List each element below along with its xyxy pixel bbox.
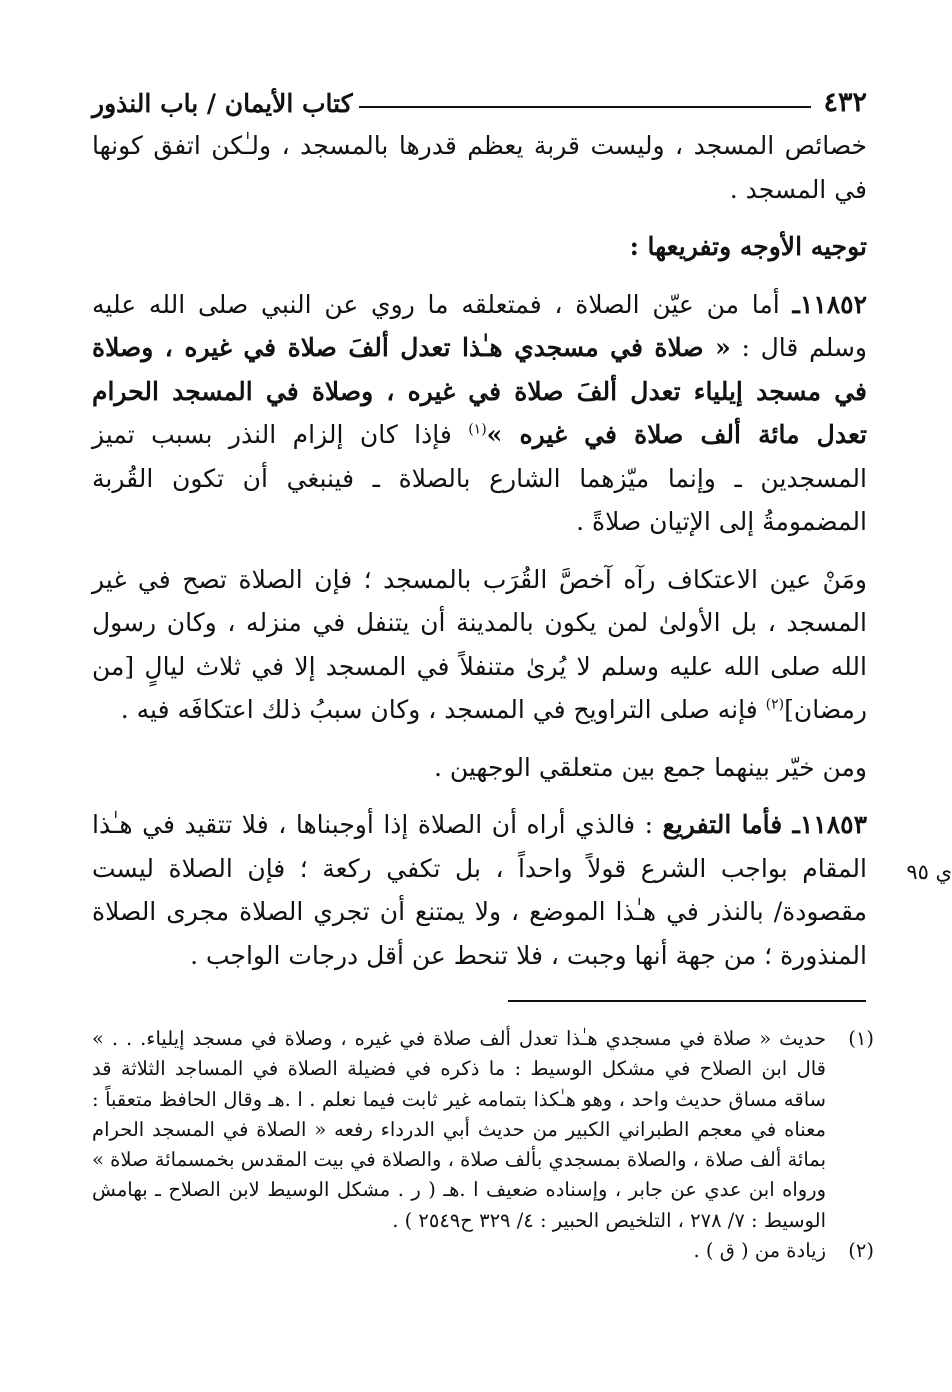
margin-manuscript-ref: ي ٩٥	[906, 860, 952, 884]
paragraph-choice: ومن خيّر بينهما جمع بين متعلقي الوجهين .	[433, 752, 867, 782]
paragraph-text: فإذا كان إلزام النذر بسبب تميز المسجدين ـ وإنما ميّزهما الشارع بالصلاة ـ فينبغي أن تكون القُربة المضمومةُ إلى الإتيان صلاةً .	[92, 420, 867, 536]
footnote-text: حديث « صلاة في مسجدي هـٰذا تعدل ألف صلاة في غيره ، وصلاة في مسجد إيلياء. . . » قال ابن الصلاح في مشكل الوسيط : ما ذكره في فضيلة الصلاة في المساجد الثلاثة قد ساقه مساق حديث واحد ، وهو هـٰكذا بتمامه غير ثابت فيما نعلم . ا .هـ وقال الحافظ متعقباً : معناه في معجم الطبراني الكبير من حديث أبي الدرداء رفعه « الصلاة في المسجد الحرام بمائة ألف صلاة ، والصلاة بمسجدي بألف صلاة ، والصلاة في بيت المقدس بخمسمائة صلاة » ورواه ابن عدي عن جابر ، وإسناده ضعيف ا .هـ ( ر . مشكل الوسيط لابن الصلاح ـ بهامش الوسيط : ٧/ ٢٧٨ ، التلخيص الحبير : ٤/ ٣٢٩ ح٢٥٤٩ ) .	[92, 1027, 826, 1232]
paragraph-1: خصائص المسجد ، وليست قربة يعظم قدرها بالمسجد ، ولـٰكن اتفق كونها في المسجد .	[92, 131, 867, 204]
paragraph-11852	[92, 283, 867, 544]
section-heading: توجيه الأوجه وتفريعها :	[629, 232, 867, 261]
running-title: كتاب الأيمان / باب النذور	[92, 89, 353, 118]
footnote-item	[92, 1024, 874, 1236]
paragraph-itikaf	[92, 558, 867, 732]
paragraph-text: : فالذي أراه أن الصلاة إذا أوجبناها ، فلا تتقيد في هـٰذا المقام بواجب الشرع قولاً واحداً ، بل تكفي ركعة ؛ فإن الصلاة ليست مقصودة/ بالنذر في هـٰذا الموضع ، ولا يمتنع أن تجري الصلاة مجرى الصلاة المنذورة ؛ من جهة أنها وجبت ، فلا تنحط عن أقل درجات الواجب .	[92, 810, 867, 970]
hadith-quote: « صلاة في مسجدي هـٰذا تعدل ألفَ صلاة في غيره ، وصلاة في مسجد إيلياء تعدل ألفَ صلاة في غيره ، وصلاة في المسجد الحرام تعدل مائة ألف صلاة في غيره »	[92, 333, 867, 449]
inline-heading: فأما التفريع	[662, 810, 793, 839]
footnote-item	[92, 1236, 874, 1266]
paragraph-11853	[92, 803, 867, 977]
paragraph-number: ١١٨٥٢ـ	[792, 289, 867, 319]
paragraph-text: فإنه صلى التراويح في المسجد ، وكان سببُ ذلك اعتكافَه فيه .	[120, 695, 766, 724]
footnote-text: زيادة من ( ق ) .	[693, 1239, 826, 1263]
page-header	[92, 78, 867, 118]
footnote-separator	[508, 1000, 866, 1002]
footnote-mark: (١)	[848, 1027, 874, 1050]
footnote-mark: (٢)	[848, 1239, 874, 1263]
header-rule	[359, 106, 812, 108]
footnotes	[92, 1024, 874, 1266]
paragraph-text: أما من عيّن الصلاة ، فمتعلقه ما روي عن النبي صلى الله عليه وسلم قال :	[92, 289, 867, 362]
footnote-ref-1[interactable]: (١)	[468, 421, 487, 438]
page-number: ٤٣٢	[823, 87, 867, 118]
paragraph-text: ومَنْ عين الاعتكاف رآه آخصَّ القُرَب بالمسجد ؛ فإن الصلاة تصح في غير المسجد ، بل الأولىٰ لمن يكون بالمدينة أن يتنفل في منزله ، وكان رسول الله صلى الله عليه وسلم لا يُرىٰ متنفلاً في المسجد إلا في ثلاث ليالٍ [من رمضان]	[92, 564, 867, 724]
paragraph-number: ١١٨٥٣ـ	[792, 810, 867, 839]
footnote-ref-2[interactable]: (٢)	[765, 696, 785, 713]
main-text	[92, 124, 867, 977]
